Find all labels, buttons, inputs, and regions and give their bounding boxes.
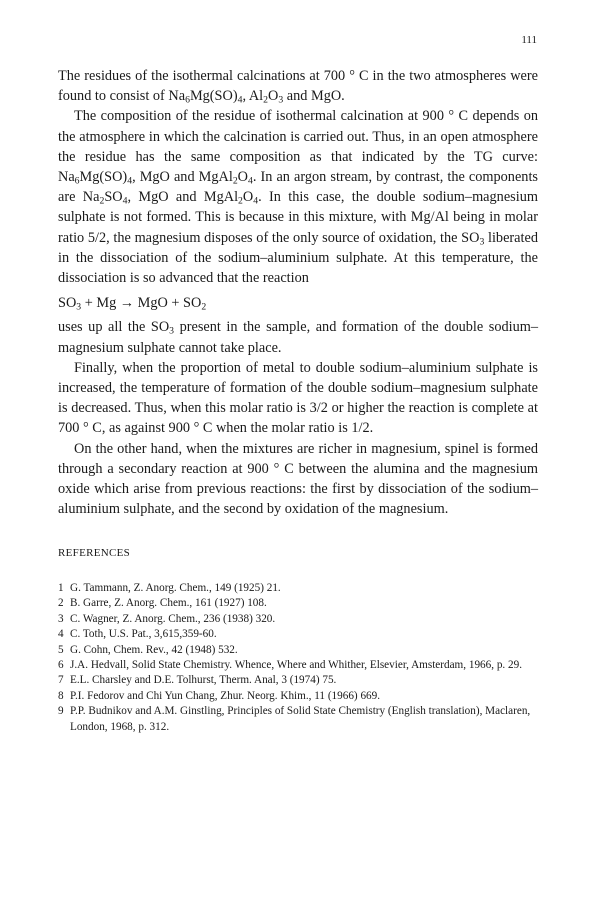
reference-number: 9 <box>58 705 64 718</box>
reference-item <box>58 689 543 704</box>
reference-item <box>58 627 543 642</box>
text-run: SO <box>104 189 123 206</box>
subscript: 2 <box>232 175 238 187</box>
reference-number: 4 <box>58 628 64 641</box>
text-run: O <box>268 88 279 105</box>
text-run: present in the sample, and formation of the double sodium–magnesium sulphate cannot take place. <box>58 319 539 356</box>
text-run: O <box>237 169 248 186</box>
text-run: . In this case, the double sodium–magnesium sulphate is not formed. This is because in this mixture, with Mg/Al being in molar ratio 5/2, the magnesium disposes of the only source of oxidation, the SO <box>58 189 538 246</box>
subscript: 4 <box>122 195 128 207</box>
text-run: and MgO. <box>283 88 345 105</box>
text-run: + Mg → MgO + SO <box>81 295 202 312</box>
subscript: 3 <box>76 301 82 313</box>
reference-text: G. Cohn, Chem. Rev., 42 (1948) 532. <box>70 643 238 656</box>
subscript: 6 <box>185 94 190 106</box>
reference-number: 5 <box>58 643 64 656</box>
reference-text: C. Toth, U.S. Pat., 3,615,359-60. <box>70 628 217 641</box>
text-run: uses up all the SO <box>58 319 170 336</box>
subscript: 2 <box>99 195 105 207</box>
reaction-equation <box>58 293 538 313</box>
subscript: 4 <box>127 175 133 187</box>
reference-item <box>58 581 543 596</box>
body-text <box>58 66 538 519</box>
subscript: 2 <box>238 195 243 207</box>
reference-text: C. Wagner, Z. Anorg. Chem., 236 (1938) 320. <box>70 612 276 625</box>
paragraph <box>58 358 538 439</box>
paragraph <box>58 66 538 106</box>
paragraph <box>58 439 538 520</box>
reference-item <box>58 612 543 627</box>
subscript: 6 <box>74 175 80 187</box>
text-run: , MgO and MgAl <box>127 189 239 206</box>
reference-text: P.I. Fedorov and Chi Yun Chang, Zhur. Neorg. Khim., 11 (1966) 669. <box>70 689 381 702</box>
text-run: Mg(SO) <box>189 88 238 105</box>
reference-number: 1 <box>58 582 64 594</box>
text-run: liberated in the dissociation of the sodium–aluminium sulphate. At this temperature, the dissociation is so advanced that the reaction <box>58 229 538 287</box>
text-run: The composition of the residue of isothermal calcination at 900 ° C depends on the atmosphere in which the calcination is carried out. Thus, in an open atmosphere the residue has the same composition as that indicated by the TG curve: Na <box>58 108 538 186</box>
paragraph <box>58 317 538 357</box>
subscript: 4 <box>248 175 253 187</box>
reference-text: G. Tammann, Z. Anorg. Chem., 149 (1925) 21. <box>70 582 281 594</box>
paragraph <box>58 106 538 288</box>
subscript: 2 <box>263 94 268 106</box>
reference-number: 3 <box>58 612 64 625</box>
reference-number: 2 <box>58 597 64 610</box>
reference-item <box>58 658 543 673</box>
text-run: , Al <box>242 88 264 105</box>
text-run: . In an argon stream, by contrast, the components are Na <box>58 169 538 206</box>
text-run: O <box>242 189 254 206</box>
subscript: 3 <box>278 94 284 106</box>
subscript: 4 <box>237 94 243 106</box>
reference-text: J.A. Hedvall, Solid State Chemistry. Whence, Where and Whither, Elsevier, Amsterdam, 1966, p. 29. <box>70 659 522 672</box>
reference-number: 8 <box>58 689 64 702</box>
reference-text: P.P. Budnikov and A.M. Ginstling, Principles of Solid State Chemistry (English translation), Maclaren, London, 1968, p. 312. <box>70 705 531 733</box>
subscript: 3 <box>479 236 485 248</box>
references-heading: REFERENCES <box>58 547 131 559</box>
text-run: The residues of the isothermal calcinations at 700 ° C in the two atmospheres were found to consist of Na <box>58 68 538 105</box>
page-number: 111 <box>521 34 537 46</box>
reference-number: 7 <box>58 674 64 687</box>
reference-item <box>58 673 543 688</box>
reference-item <box>58 643 543 658</box>
references-list <box>58 581 543 735</box>
text-run: SO <box>58 295 77 312</box>
reference-number: 6 <box>58 659 64 672</box>
text-run: , MgO and MgAl <box>132 169 233 186</box>
text-run: Finally, when the proportion of metal to double sodium–aluminium sulphate is increased, the temperature of formation of the double sodium–magnesium sulphate is decreased. Thus, when this molar ratio is 3/2 or higher the reaction is complete at 700 ° C, as against 900 ° C when the molar ratio is 1/2. <box>58 359 538 437</box>
subscript: 2 <box>201 301 207 313</box>
reference-text: E.L. Charsley and D.E. Tolhurst, Therm. Anal, 3 (1974) 75. <box>70 674 337 687</box>
subscript: 3 <box>169 325 175 337</box>
subscript: 4 <box>253 195 259 207</box>
reference-item <box>58 596 543 611</box>
text-run: Mg(SO) <box>79 169 128 186</box>
text-run: On the other hand, when the mixtures are richer in magnesium, spinel is formed through a secondary reaction at 900 ° C between the alumina and the magnesium oxide which arise from previous reactions: the first by dissociation of the sodium–aluminium sulphate, and the second by oxidation of the magnesium. <box>58 440 538 518</box>
reference-text: B. Garre, Z. Anorg. Chem., 161 (1927) 108. <box>70 597 267 610</box>
reference-item <box>58 704 543 735</box>
